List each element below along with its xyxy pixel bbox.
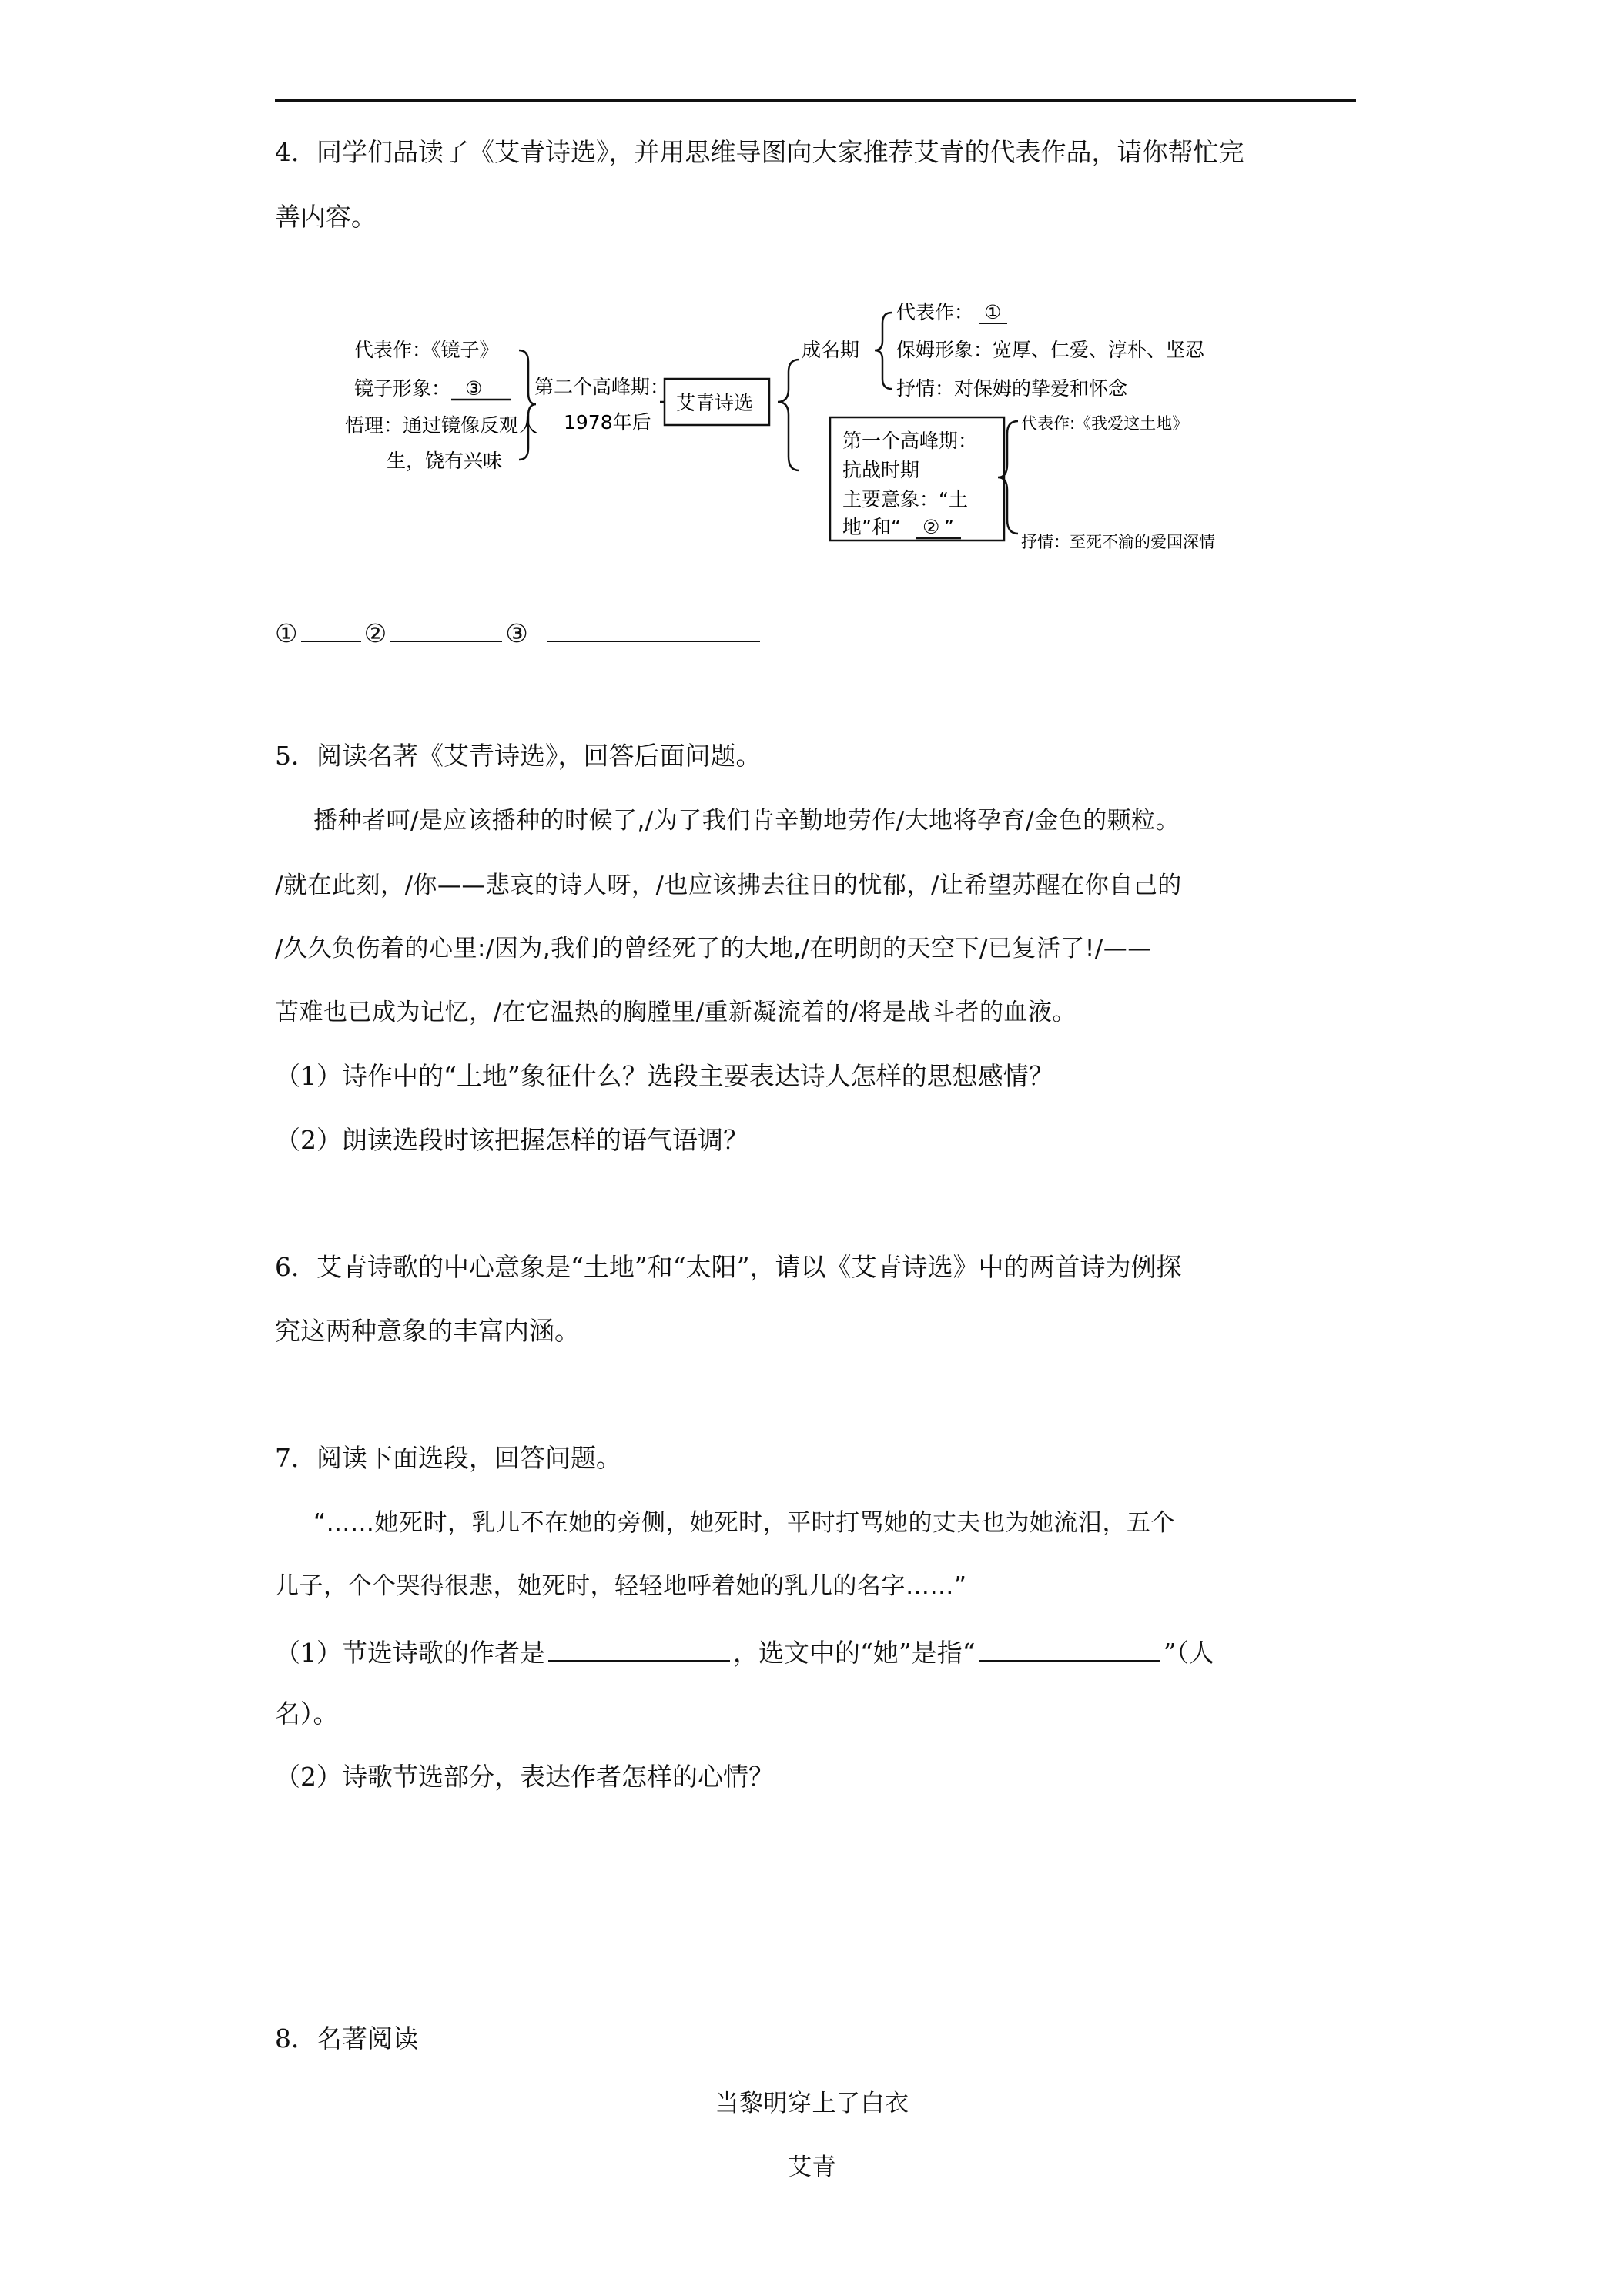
map-first-l2: 抗战时期 [842, 459, 920, 481]
map-fame-nanny: 保姆形象：宽厚、仁爱、淳朴、坚忍 [896, 339, 1205, 361]
map-first-l3: 主要意象：“土 [842, 488, 968, 510]
q5-title: 5．阅读名著《艾青诗选》，回答后面问题。 [275, 741, 762, 771]
map-first-l4a: 地”和“ [842, 516, 901, 538]
q6-line2: 究这两种意象的丰富内涵。 [275, 1316, 580, 1346]
q6-line1: 6．艾青诗歌的中心意象是“土地”和“太阳”，请以《艾青诗选》中的两首诗为例探 [275, 1252, 1182, 1282]
map-fame-rep-label: 代表作： [896, 301, 974, 323]
q5-poem-line3: /久久负伤着的心里:/因为,我们的曾经死了的大地,/在明朗的天空下/已复活了!/—— [275, 935, 1152, 962]
map-blank-1: ① [984, 301, 1002, 323]
map-fame-label: 成名期 [802, 339, 860, 361]
map-center: 艾青诗选 [676, 392, 754, 414]
mind-map [323, 289, 1324, 566]
answer-label-1: ① [275, 618, 298, 648]
map-period1: 第二个高峰期： [534, 376, 670, 398]
map-first-emotion: 抒情：至死不渝的爱国深情 [1021, 533, 1215, 551]
q8-title: 8．名著阅读 [275, 2023, 418, 2053]
map-first-l1: 第一个高峰期： [842, 430, 978, 452]
q4-line2: 善内容。 [275, 202, 377, 232]
q7-sub1c: ”（人 [1163, 1638, 1214, 1668]
map-left-rep: 代表作：《镜子》 [354, 339, 499, 361]
q5-sub1: （1）诗作中的“土地”象征什么？选段主要表达诗人怎样的思想感情？ [275, 1061, 1054, 1091]
q7-title: 7．阅读下面选段，回答问题。 [275, 1443, 621, 1473]
answer-blank-3[interactable] [547, 616, 760, 642]
answer-label-2: ② [363, 618, 387, 648]
map-period2: 1978年后 [564, 411, 651, 433]
map-left-insight2: 生，饶有兴味 [387, 450, 503, 472]
q7-sub1a: （1）节选诗歌的作者是 [275, 1638, 545, 1668]
q5-poem-line1: 播种者呵/是应该播种的时候了,/为了我们肯辛勤地劳作/大地将孕育/金色的颗粒。 [313, 807, 1180, 835]
q5-sub2: （2）朗读选段时该把握怎样的语气语调？ [275, 1125, 748, 1155]
answer-label-3: ③ [505, 618, 528, 648]
map-blank-3: ③ [465, 377, 483, 400]
map-first-rep: 代表作:《我爱这土地》 [1021, 414, 1189, 433]
map-blank-2: ② [922, 516, 940, 538]
answer-blank-2[interactable] [390, 616, 502, 642]
answer-blank-1[interactable] [301, 616, 361, 642]
q7-sub1b: ，选文中的“她”是指“ [733, 1638, 976, 1668]
q4-answer-line [275, 616, 763, 649]
map-left-image-label: 镜子形象： [354, 377, 451, 400]
map-fame-emotion: 抒情：对保姆的挚爱和怀念 [896, 377, 1128, 400]
q8-poem-title: 当黎明穿上了白衣 [715, 2090, 909, 2117]
q8-author: 艾青 [788, 2154, 836, 2181]
author-blank[interactable] [548, 1635, 730, 1662]
q5-poem-line4: 苦难也已成为记忆，/在它温热的胸膛里/重新凝流着的/将是战斗者的血液。 [275, 999, 1077, 1026]
q5-poem-line2: /就在此刻，/你——悲哀的诗人呀，/也应该拂去往日的忧郁，/让希望苏醒在你自己的 [275, 872, 1182, 899]
name-blank[interactable] [979, 1635, 1160, 1662]
q4-line1: 4．同学们品读了《艾青诗选》，并用思维导图向大家推荐艾青的代表作品，请你帮忙完 [275, 137, 1244, 167]
header-rule [275, 99, 1356, 102]
map-left-insight1: 悟理：通过镜像反观人 [345, 414, 538, 437]
q7-sub2: （2）诗歌节选部分，表达作者怎样的心情？ [275, 1762, 774, 1792]
q7-sub1d: 名）。 [275, 1699, 339, 1729]
q7-quote1: “……她死时，乳儿不在她的旁侧，她死时，平时打骂她的丈夫也为她流泪，五个 [313, 1509, 1176, 1537]
q7-quote2: 儿子，个个哭得很悲，她死时，轻轻地呼着她的乳儿的名字……” [275, 1572, 967, 1600]
map-first-l4c: ” [944, 516, 954, 538]
q7-sub1 [275, 1635, 1214, 1668]
